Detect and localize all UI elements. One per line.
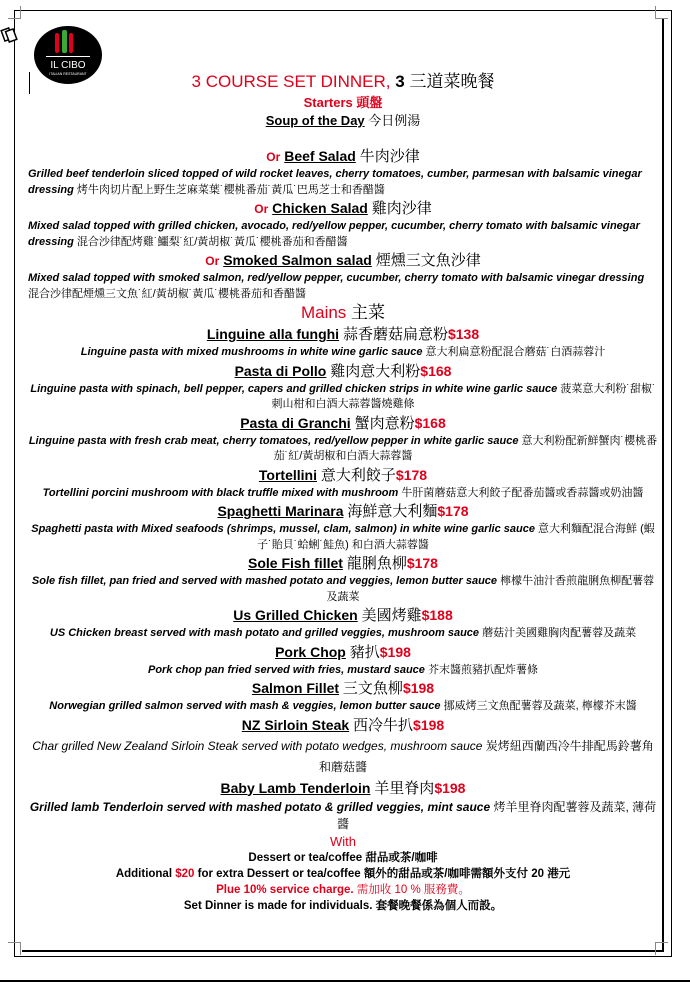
main-description: Spaghetti pasta with Mixed seafoods (shrimps, mussel, clam, salmon) in white wine garlic sauce 意大利麵配混合海鮮 (蝦子˙貽貝˙蛤蜊˙鮭魚) 和白酒大蒜蓉醬: [31, 523, 655, 551]
starters-heading: Starters 頭盤: [303, 95, 383, 110]
service-charge-line: Plue 10% service charge. 需加收 10 % 服務費。: [216, 883, 470, 896]
price: $178: [437, 503, 469, 519]
menu-content: [28, 70, 658, 914]
crop-mark-bottom-left: [8, 942, 21, 955]
layout-options-icon[interactable]: [0, 26, 18, 44]
crop-mark-top-right: [655, 6, 668, 19]
main-name: Pasta di Granchi 蟹肉意粉$168: [240, 414, 446, 432]
main-description: Tortellini porcini mushroom with black truffle mixed with mushroom 牛肝菌蘑菇意大利餃子配番茄醬或香蒜醬或奶油醬: [42, 486, 644, 499]
mains-heading: Mains 主菜: [300, 303, 386, 322]
title-zh: 三道菜晚餐: [409, 72, 495, 91]
price: $198: [413, 716, 445, 733]
main-description: Sole fish fillet, pan fried and served with mashed potato and veggies, lemon butter sauce 檸檬牛油汁香煎龍脷魚柳配薯蓉及蔬菜: [31, 575, 655, 603]
main-name: NZ Sirloin Steak 西冷牛扒$198: [241, 716, 445, 734]
logo-subtext: ITALIAN RESTAURANT: [49, 72, 87, 76]
main-description: Pork chop pan fried served with fries, mustard sauce 芥末醬煎豬扒配炸薯條: [148, 663, 538, 676]
additional-line: Additional $20 for extra Dessert or tea/coffee 額外的甜品或茶/咖啡需額外支付 20 港元: [115, 867, 571, 880]
with-label: With: [330, 833, 356, 849]
main-description: US Chicken breast served with mash potato and grilled veggies, mushroom sauce 蘑菇汁美國雞胸肉配薯蓉及蔬菜: [49, 627, 637, 639]
price: $178: [406, 555, 438, 571]
price: $188: [421, 607, 453, 623]
main-description: Linguine pasta with spinach, bell pepper, capers and grilled chicken strips in white wine garlic sauce 菠菜意大利粉˙甜椒˙刺山柑和白酒大蒜蓉醬燒雞條: [30, 382, 656, 410]
main-name: Baby Lamb Tenderloin 羊里脊肉$198: [220, 779, 466, 797]
main-name: Pork Chop 豬扒$198: [275, 643, 411, 661]
price: $198: [402, 680, 435, 696]
menu-title: [28, 70, 658, 94]
main-description: Char grilled New Zealand Sirloin Steak served with potato wedges, mushroom sauce 炭烤紐西蘭西冷牛排配馬鈴薯角和蘑菇醬: [32, 738, 654, 774]
main-name: Sole Fish fillet 龍脷魚柳$178: [248, 555, 438, 572]
starter-name: Or Smoked Salmon salad 煙燻三文魚沙律: [205, 252, 481, 269]
starter-description: Mixed salad topped with grilled chicken, avocado, red/yellow pepper, cucumber, cherry tomato with balsamic vinegar dressing 混合沙律配烤雞˙鱷梨˙紅/黃胡椒˙黃瓜˙櫻桃番茄和香醋醬: [28, 220, 640, 248]
crop-mark-bottom-right: [655, 942, 668, 955]
dessert-line: Dessert or tea/coffee 甜品或茶/咖啡: [248, 851, 438, 864]
main-description: Norwegian grilled salmon served with mash & veggies, lemon butter sauce 挪威烤三文魚配薯蓉及蔬菜, 檸檬芥末醬: [49, 700, 637, 712]
main-description: Linguine pasta with fresh crab meat, cherry tomatoes, red/yellow pepper in white garlic sauce 意大利粉配新鮮蟹肉˙櫻桃番茄˙紅/黃胡椒和白酒大蒜蓉醬: [28, 434, 658, 462]
price: $198: [434, 779, 466, 796]
main-description: Grilled lamb Tenderloin served with mashed potato & grilled veggies, mint sauce 烤羊里脊肉配薯蓉及蔬菜, 薄荷醬: [29, 799, 657, 831]
price: $168: [414, 414, 446, 431]
main-name: Spaghetti Marinara 海鮮意大利麵$178: [217, 503, 469, 520]
main-name: Linguine alla funghi 蒜香蘑菇扁意粉$138: [206, 326, 480, 343]
logo-text: IL CIBO: [50, 60, 86, 71]
starter-description: Mixed salad topped with smoked salmon, red/yellow pepper, cucumber, cherry tomato with balsamic vinegar dressing 混合沙律配煙燻三文魚˙紅/黃胡椒˙黃瓜˙櫻桃番茄和香醋醬: [28, 272, 645, 300]
main-name: Salmon Fillet 三文魚柳$198: [251, 680, 435, 697]
starter-name: Or Chicken Salad 雞肉沙律: [254, 200, 432, 217]
crop-mark-top-left: [8, 6, 21, 19]
price: $178: [395, 466, 428, 483]
set-dinner-note: Set Dinner is made for individuals. 套餐晚餐係為個人而設。: [183, 899, 503, 912]
price: $138: [447, 326, 480, 342]
starter-description: Grilled beef tenderloin sliced topped of wild rocket leaves, cherry tomatoes, cumber, parmesan with balsamic vinegar dressing 烤牛肉切片配上野生芝麻菜葉˙櫻桃番茄˙黃瓜˙巴馬芝士和香醋醬: [28, 168, 642, 196]
main-name: Pasta di Pollo 雞肉意大利粉$168: [234, 362, 452, 380]
main-name: Us Grilled Chicken 美國烤雞$188: [233, 607, 453, 624]
main-name: Tortellini 意大利餃子$178: [258, 466, 428, 484]
main-description: Linguine pasta with mixed mushrooms in white wine garlic sauce 意大利扁意粉配混合蘑菇˙白酒蒜蓉汁: [80, 346, 606, 358]
starter-name: Or Beef Salad 牛肉沙律: [266, 148, 420, 165]
soup-of-the-day: Soup of the Day 今日例湯: [265, 113, 421, 128]
title-en: 3 COURSE SET DINNER,: [191, 72, 391, 91]
price: $168: [420, 362, 452, 379]
page-bottom-rule: [0, 980, 690, 982]
title-num: 3: [395, 72, 405, 91]
price: $198: [379, 643, 411, 660]
